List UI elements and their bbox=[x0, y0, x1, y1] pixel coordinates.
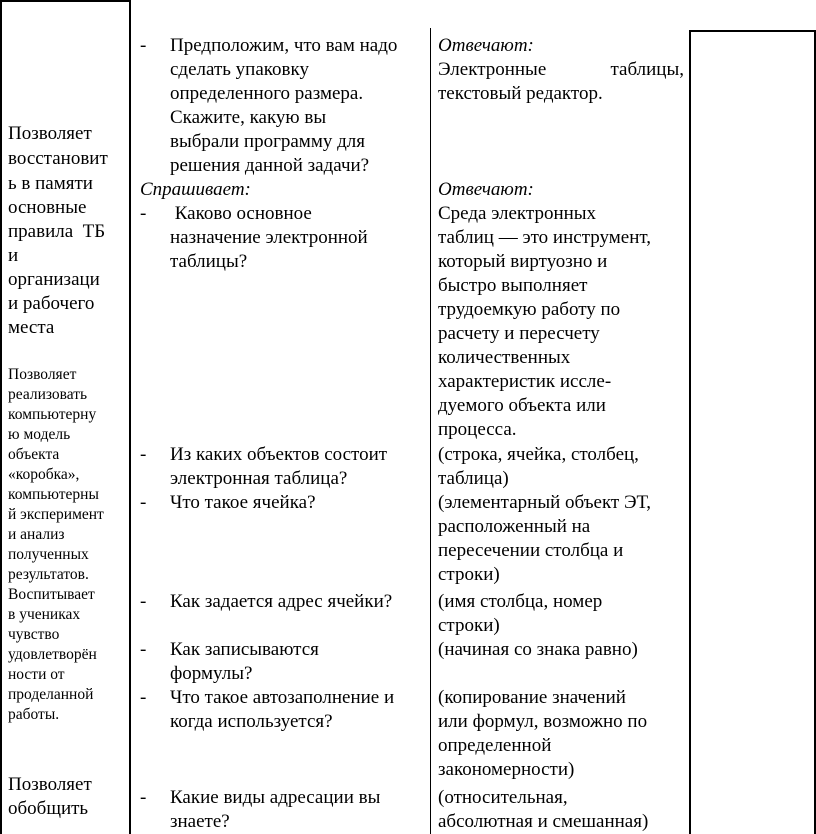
list-dash: - bbox=[140, 35, 147, 56]
left-line: обобщить bbox=[8, 798, 89, 819]
answers-label: Отвечают: bbox=[438, 179, 534, 200]
left-line: правила ТБ bbox=[8, 221, 106, 242]
question-line: Что такое автозаполнение и bbox=[170, 687, 395, 708]
left-line: основные bbox=[8, 197, 87, 218]
answer-line: расчету и пересчету bbox=[438, 323, 600, 344]
answer-line: (элементарный объект ЭТ, bbox=[438, 492, 651, 513]
list-dash: - bbox=[140, 591, 147, 612]
left-column-top-border bbox=[0, 0, 131, 2]
left-line: проделанной bbox=[8, 686, 94, 703]
question-line: знаете? bbox=[170, 811, 230, 832]
question-line: Как задается адрес ячейки? bbox=[170, 591, 393, 612]
question-line: сделать упаковку bbox=[170, 59, 309, 80]
right-box-left-border bbox=[689, 30, 691, 834]
answer-line: закономерности) bbox=[438, 759, 575, 780]
left-line: компьютерны bbox=[8, 486, 99, 503]
left-line: Позволяет bbox=[8, 366, 77, 383]
answer-line: абсолютная и смешанная) bbox=[438, 811, 649, 832]
answer-line: (начиная со знака равно) bbox=[438, 639, 638, 660]
answer-line: таблица) bbox=[438, 468, 509, 489]
answer-line: трудоемкую работу по bbox=[438, 299, 621, 320]
left-line: удовлетворён bbox=[8, 646, 97, 663]
list-dash: - bbox=[140, 787, 147, 808]
answer-line: дуемого объекта или bbox=[438, 395, 606, 416]
question-line: решения данной задачи? bbox=[170, 155, 370, 176]
list-dash: - bbox=[140, 687, 147, 708]
question-line: когда используется? bbox=[170, 711, 333, 732]
right-box-top-border bbox=[689, 30, 816, 32]
left-line: ю модель bbox=[8, 426, 71, 443]
answer-line: (строка, ячейка, столбец, bbox=[438, 444, 639, 465]
left-line: и bbox=[8, 245, 19, 266]
left-line: работы. bbox=[8, 706, 60, 723]
question-line: Предположим, что вам надо bbox=[170, 35, 398, 56]
left-line: «коробка», bbox=[8, 466, 80, 483]
left-line: восстановит bbox=[8, 148, 108, 169]
left-line: реализовать bbox=[8, 386, 88, 403]
left-line: и анализ bbox=[8, 526, 65, 543]
left-line: результатов. bbox=[8, 566, 89, 583]
left-line: ь в памяти bbox=[8, 173, 93, 194]
left-column-right-border bbox=[129, 0, 131, 834]
answer-line: характеристик иссле- bbox=[438, 371, 612, 392]
answer-line: таблиц — это инструмент, bbox=[438, 227, 651, 248]
answer-line: пересечении столбца и bbox=[438, 540, 624, 561]
answer-line: который виртуозно и bbox=[438, 251, 608, 272]
left-line: ности от bbox=[8, 666, 65, 683]
answer-line: (копирование значений bbox=[438, 687, 626, 708]
answers-label: Отвечают: bbox=[438, 35, 534, 56]
left-column-left-border bbox=[0, 0, 2, 834]
left-line: в учениках bbox=[8, 606, 81, 623]
question-line: Как записываются bbox=[170, 639, 319, 660]
answer-line: Среда электронных bbox=[438, 203, 597, 224]
answer-line: расположенный на bbox=[438, 516, 591, 537]
answer-line: текстовый редактор. bbox=[438, 83, 603, 104]
answer-line: количественных bbox=[438, 347, 571, 368]
asks-label: Спрашивает: bbox=[140, 179, 251, 200]
question-line: Каково основное bbox=[170, 203, 312, 224]
answer-line: процесса. bbox=[438, 419, 517, 440]
list-dash: - bbox=[140, 203, 147, 224]
question-line: Что такое ячейка? bbox=[170, 492, 316, 513]
list-dash: - bbox=[140, 639, 147, 660]
left-line: места bbox=[8, 317, 55, 338]
question-line: таблицы? bbox=[170, 251, 248, 272]
answer-line: (имя столбца, номер bbox=[438, 591, 603, 612]
left-line: Воспитывает bbox=[8, 586, 95, 603]
list-dash: - bbox=[140, 492, 147, 513]
left-line: организаци bbox=[8, 269, 100, 290]
left-line: Позволяет bbox=[8, 123, 92, 144]
answer-line: строки) bbox=[438, 615, 500, 636]
middle-column-divider bbox=[430, 28, 431, 834]
left-line: Позволяет bbox=[8, 774, 92, 795]
question-line: Скажите, какую вы bbox=[170, 107, 327, 128]
answer-line: (относительная, bbox=[438, 787, 568, 808]
question-line: формулы? bbox=[170, 663, 253, 684]
question-line: электронная таблица? bbox=[170, 468, 348, 489]
question-line: Из каких объектов состоит bbox=[170, 444, 388, 465]
question-line: определенного размера. bbox=[170, 83, 364, 104]
question-line: Какие виды адресации вы bbox=[170, 787, 381, 808]
left-line: полученных bbox=[8, 546, 89, 563]
answer-line: или формул, возможно по bbox=[438, 711, 648, 732]
question-line: назначение электронной bbox=[170, 227, 368, 248]
answer-line: быстро выполняет bbox=[438, 275, 588, 296]
left-line: чувство bbox=[8, 626, 60, 643]
list-dash: - bbox=[140, 444, 147, 465]
answer-line: определенной bbox=[438, 735, 552, 756]
left-line: компьютерну bbox=[8, 406, 97, 423]
left-line: й эксперимент bbox=[8, 506, 104, 523]
question-line: выбрали программу для bbox=[170, 131, 365, 152]
left-line: объекта bbox=[8, 446, 60, 463]
answer-line: Электронные таблицы, bbox=[438, 59, 684, 80]
answer-line: строки) bbox=[438, 564, 500, 585]
left-line: и рабочего bbox=[8, 293, 95, 314]
